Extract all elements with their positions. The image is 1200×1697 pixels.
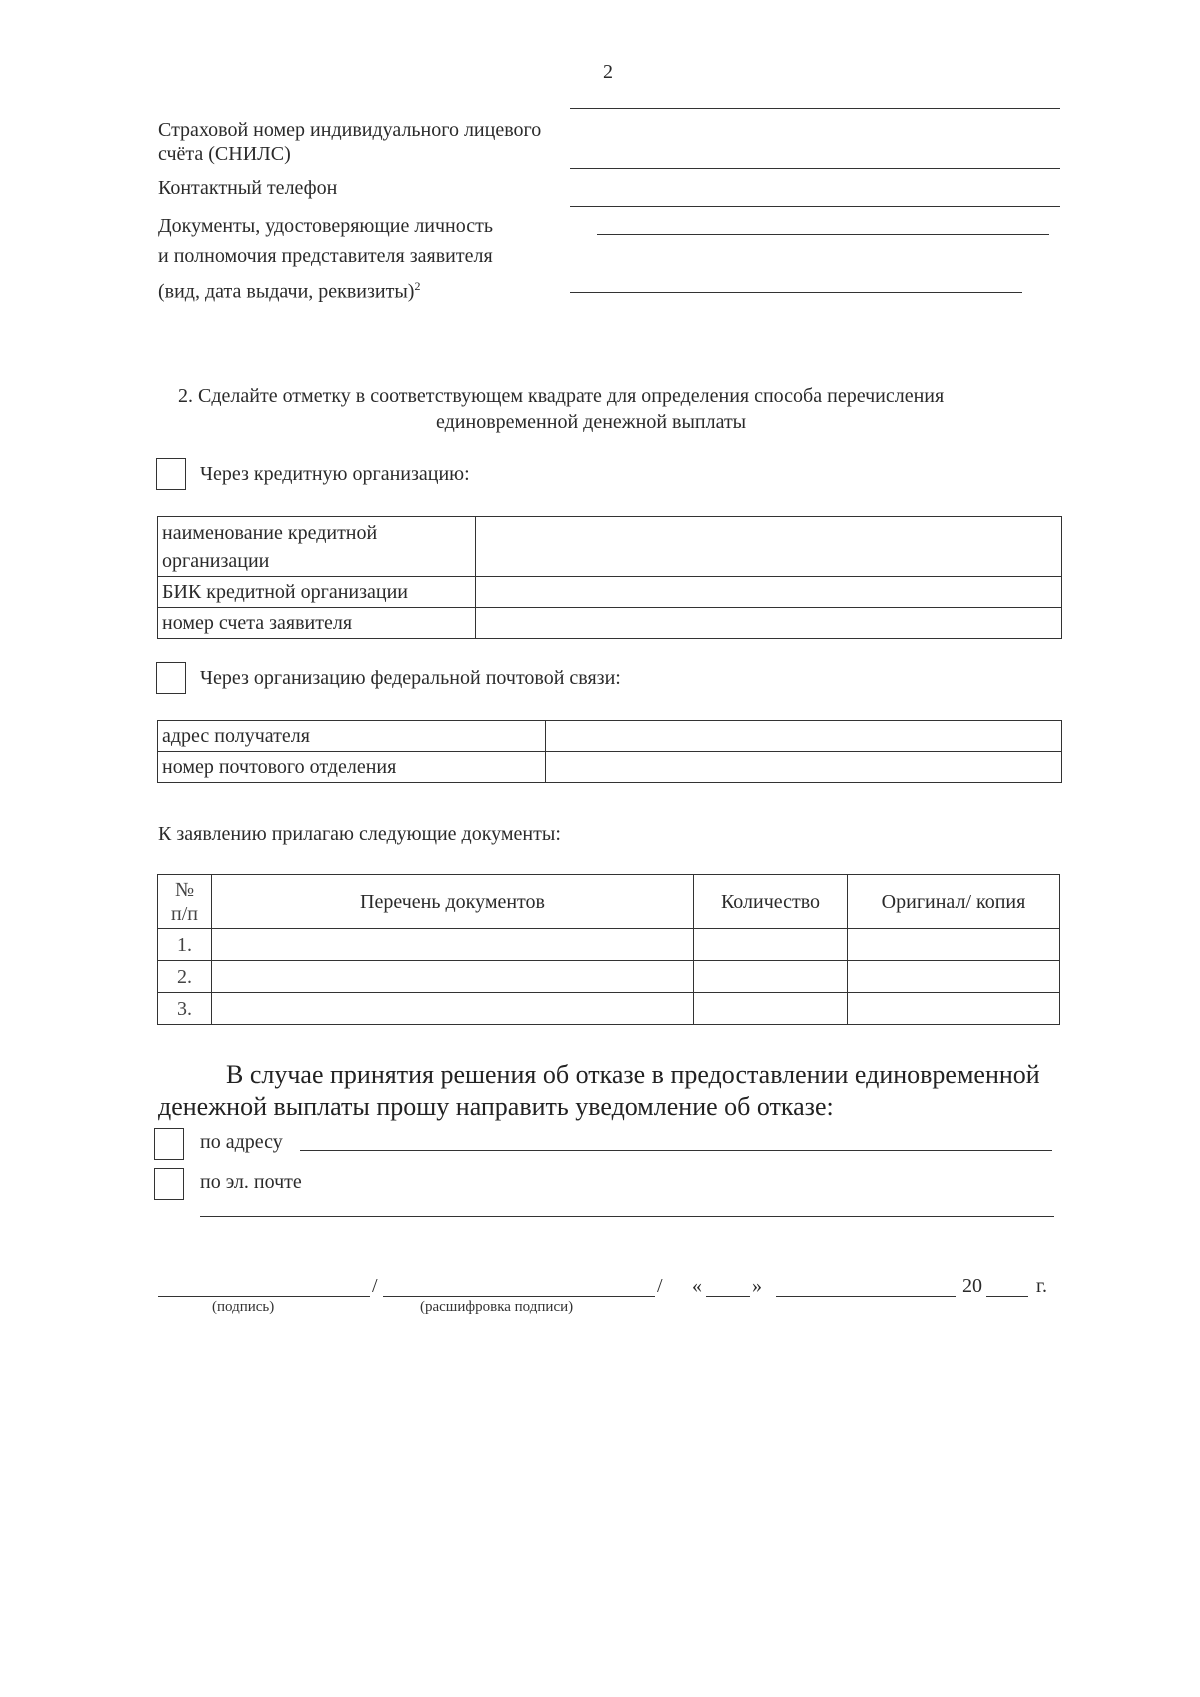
docs-label-line1: Документы, удостоверяющие личность <box>158 215 493 237</box>
header-list: Перечень документов <box>212 875 694 929</box>
post-option-checkbox[interactable] <box>156 662 186 694</box>
date-quote-close: » <box>752 1275 762 1297</box>
header-num: № п/п <box>158 875 212 929</box>
section2-heading-line2: единовременной денежной выплаты <box>436 411 747 433</box>
header-qty: Количество <box>694 875 848 929</box>
date-quote-open: « <box>692 1275 702 1297</box>
refusal-text-line2: денежной выплаты прошу направить уведомление об отказе: <box>158 1092 834 1121</box>
docs-input-line-1[interactable] <box>597 234 1049 235</box>
bank-name-row <box>158 517 1062 577</box>
bank-option-label: Через кредитную организацию: <box>200 463 470 485</box>
table-row <box>158 929 1060 961</box>
section2-heading-line1: 2. Сделайте отметку в соответствующем квадрате для определения способа перечисления <box>178 385 945 407</box>
phone-input-line[interactable] <box>570 206 1060 207</box>
bank-account-label: номер счета заявителя <box>158 608 476 639</box>
bank-details-table <box>157 516 1062 639</box>
signature-decode-line[interactable] <box>383 1296 655 1297</box>
bank-account-row <box>158 608 1062 639</box>
row-list-cell[interactable] <box>212 993 694 1025</box>
signature-decode-caption: (расшифровка подписи) <box>420 1299 574 1315</box>
row-num: 2. <box>158 961 212 993</box>
bank-bik-value-cell[interactable] <box>476 577 1062 608</box>
snils-label-line2: счёта (СНИЛС) <box>158 143 291 165</box>
post-office-row <box>158 752 1062 783</box>
signature-caption: (подпись) <box>212 1299 275 1315</box>
docs-label-line3: (вид, дата выдачи, реквизиты)$^2$ <box>158 279 421 303</box>
row-qty-cell[interactable] <box>694 961 848 993</box>
date-year-prefix: 20 <box>962 1275 982 1297</box>
date-year-suffix: г. <box>1036 1275 1047 1297</box>
bank-bik-label: БИК кредитной организации <box>158 577 476 608</box>
page-number: 2 <box>603 61 613 83</box>
attachments-header-row <box>158 875 1060 929</box>
bank-option-checkbox[interactable] <box>156 458 186 490</box>
table-row <box>158 993 1060 1025</box>
refusal-email-line[interactable] <box>200 1216 1054 1217</box>
bank-account-value-cell[interactable] <box>476 608 1062 639</box>
refusal-address-checkbox[interactable] <box>154 1128 184 1160</box>
bank-name-value-cell[interactable] <box>476 517 1062 577</box>
row-orig-cell[interactable] <box>848 961 1060 993</box>
refusal-email-checkbox[interactable] <box>154 1168 184 1200</box>
docs-input-line-2[interactable] <box>570 292 1022 293</box>
row-orig-cell[interactable] <box>848 929 1060 961</box>
row-qty-cell[interactable] <box>694 993 848 1025</box>
signature-slash-1: / <box>372 1275 378 1297</box>
bank-name-label: наименование кредитной организации <box>158 517 476 577</box>
phone-label: Контактный телефон <box>158 177 338 199</box>
row-qty-cell[interactable] <box>694 929 848 961</box>
snils-line-top <box>570 108 1060 109</box>
footnote-mark: 2 <box>414 279 421 293</box>
row-num: 1. <box>158 929 212 961</box>
date-month-line[interactable] <box>776 1296 956 1297</box>
refusal-text-line1: В случае принятия решения об отказе в предоставлении единовременной <box>226 1060 1040 1089</box>
date-day-line[interactable] <box>706 1296 750 1297</box>
signature-line[interactable] <box>158 1296 370 1297</box>
attachments-table <box>157 874 1060 1025</box>
post-address-row <box>158 721 1062 752</box>
row-list-cell[interactable] <box>212 961 694 993</box>
refusal-address-label: по адресу <box>200 1131 283 1153</box>
refusal-address-line[interactable] <box>300 1150 1052 1151</box>
row-orig-cell[interactable] <box>848 993 1060 1025</box>
post-office-value-cell[interactable] <box>546 752 1062 783</box>
snils-input-line[interactable] <box>570 168 1060 169</box>
refusal-email-label: по эл. почте <box>200 1171 302 1193</box>
attachments-intro: К заявлению прилагаю следующие документы: <box>158 823 561 845</box>
table-row <box>158 961 1060 993</box>
snils-label-line1: Страховой номер индивидуального лицевого <box>158 119 542 141</box>
row-list-cell[interactable] <box>212 929 694 961</box>
signature-slash-2: / <box>657 1275 663 1297</box>
date-year-line[interactable] <box>986 1296 1028 1297</box>
post-address-value-cell[interactable] <box>546 721 1062 752</box>
row-num: 3. <box>158 993 212 1025</box>
post-office-label: номер почтового отделения <box>158 752 546 783</box>
header-orig: Оригинал/ копия <box>848 875 1060 929</box>
post-address-label: адрес получателя <box>158 721 546 752</box>
post-option-label: Через организацию федеральной почтовой связи: <box>200 667 621 689</box>
docs-label-line2: и полномочия представителя заявителя <box>158 245 493 267</box>
bank-bik-row <box>158 577 1062 608</box>
post-details-table <box>157 720 1062 783</box>
